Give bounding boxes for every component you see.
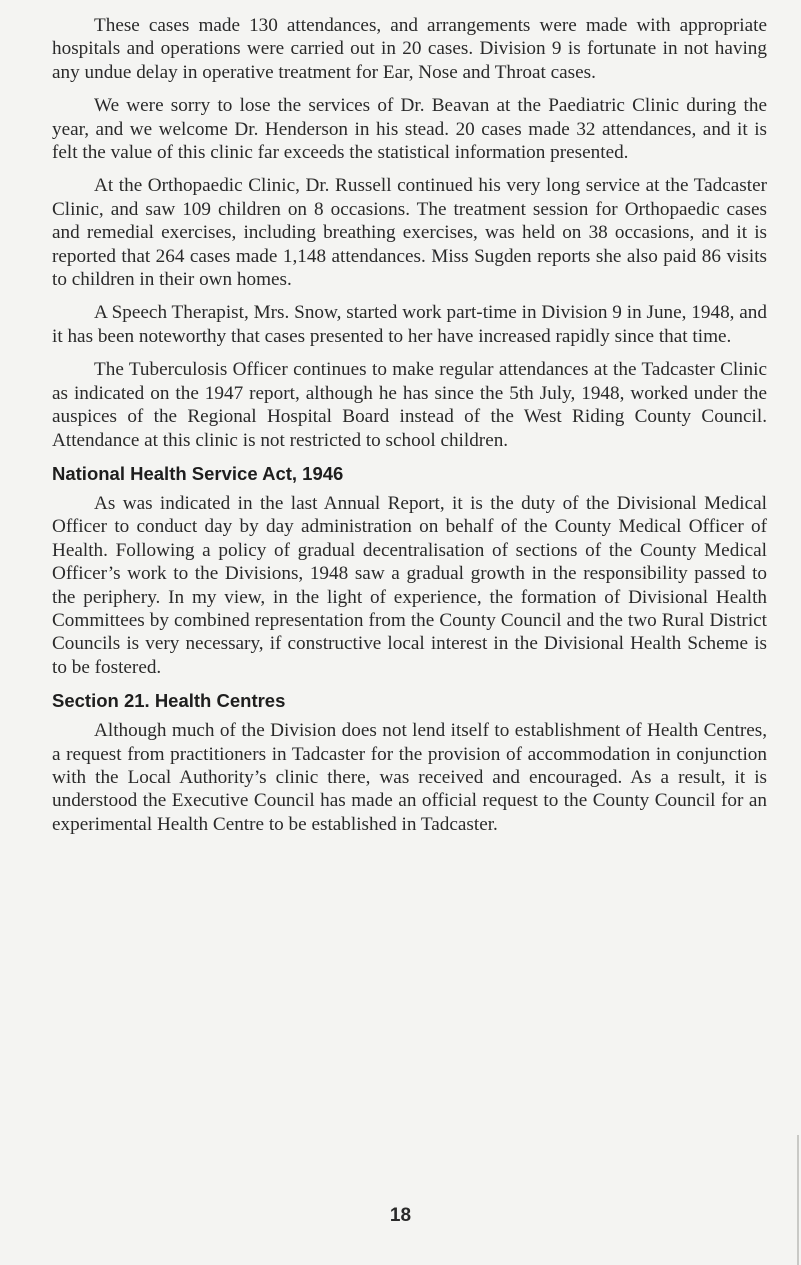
paragraph-paediatric-clinic: We were sorry to lose the services of Dr. Beavan at the Paediatric Clinic during the year, and we welcome Dr. Henderson in his stead. 20 cases made 32 attendances, and it is felt the value of this clinic far exceeds the statistical information presented.	[52, 95, 767, 164]
scan-edge-mark	[797, 1135, 799, 1265]
paragraph-health-centres: Although much of the Division does not lend itself to establishment of Health Centres, a request from practitioners in Tadcaster for the provision of accommodation in conjunction with the Local Authority’s clinic there, was received and encouraged. As a result, it is understood the Executive Council has made an official request to the County Council for an experimental Health Centre to be established in Tadcaster.	[52, 720, 767, 835]
page-number: 18	[389, 1205, 412, 1226]
paragraph-speech-therapist: A Speech Therapist, Mrs. Snow, started work part-time in Division 9 in June, 1948, and it has been noteworthy that cases presented to her have increased rapidly since that time.	[52, 302, 767, 347]
heading-section-21-health-centres: Section 21. Health Centres	[52, 690, 286, 712]
paragraph-ent-cases: These cases made 130 attendances, and arrangements were made with appropriate hospitals and operations were carried out in 20 cases. Division 9 is fortunate in not having any undue delay in operative treatment for Ear, Nose and Throat cases.	[52, 15, 767, 83]
paragraph-orthopaedic-clinic: At the Orthopaedic Clinic, Dr. Russell continued his very long service at the Tadcaster Clinic, and saw 109 children on 8 occasions. The treatment session for Orthopaedic cases and remedial exercises, including breathing exercises, was held on 38 occasions, and it is reported that 264 cases made 1,148 attendances. Miss Sugden reports she also paid 86 visits to children in their own homes.	[52, 175, 767, 291]
heading-national-health-service-act: National Health Service Act, 1946	[52, 462, 344, 484]
paragraph-tuberculosis-officer: The Tuberculosis Officer continues to make regular attendances at the Tadcaster Clinic as indicated on the 1947 report, although he has since the 5th July, 1948, worked under the auspices of the Regional Hospital Board instead of the West Riding County Council. Attendance at this clinic is not restricted to school children.	[52, 359, 767, 451]
paragraph-decentralisation: As was indicated in the last Annual Report, it is the duty of the Divisional Medical Officer to conduct day by day administration on behalf of the County Medical Officer of Health. Following a policy of gradual decentralisation of sections of the County Medical Officer’s work to the Divisions, 1948 saw a gradual growth in the responsibility passed to the periphery. In my view, in the light of experience, the formation of Divisional Health Committees by combined representation from the County Council and the two Rural District Councils is very necessary, if constructive local interest in the Divisional Health Scheme is to be fostered.	[52, 492, 767, 678]
